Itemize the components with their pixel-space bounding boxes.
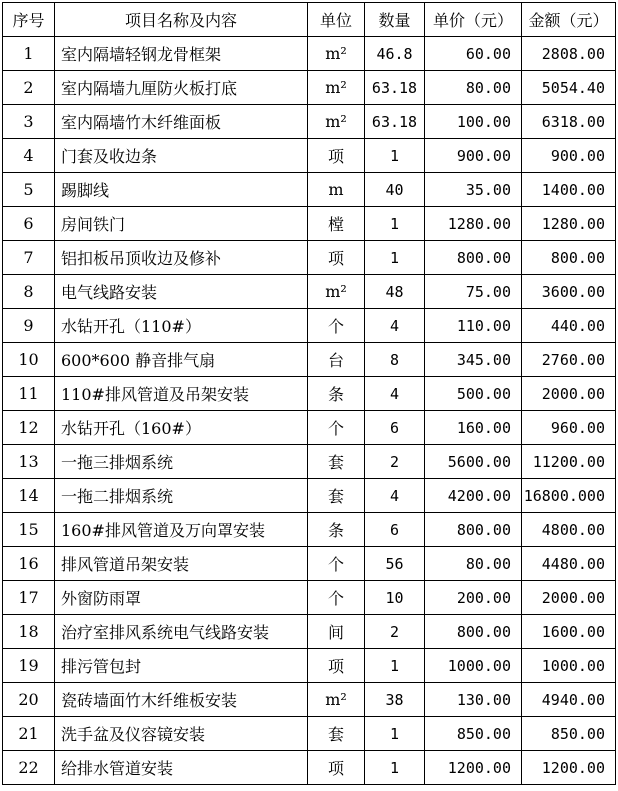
row-item-name: 室内隔墙九厘防火板打底 [55,71,308,105]
row-quantity: 63.18 [365,71,425,105]
row-unit-price: 35.00 [425,173,522,207]
row-amount: 2760.00 [522,343,616,377]
row-amount: 6318.00 [522,105,616,139]
header-item-name: 项目名称及内容 [55,3,308,37]
row-item-name: 室内隔墙轻钢龙骨框架 [55,37,308,71]
header-index: 序号 [3,3,55,37]
row-index: 16 [3,547,55,581]
row-unit-price: 60.00 [425,37,522,71]
row-unit-price: 100.00 [425,105,522,139]
row-unit-price: 1200.00 [425,751,522,785]
row-unit: 个 [308,309,365,343]
row-unit-price: 80.00 [425,547,522,581]
row-index: 1 [3,37,55,71]
row-item-name: 室内隔墙竹木纤维面板 [55,105,308,139]
row-quantity: 4 [365,377,425,411]
row-index: 19 [3,649,55,683]
row-unit-price: 800.00 [425,513,522,547]
row-unit-price: 130.00 [425,683,522,717]
row-amount: 1200.00 [522,751,616,785]
row-quantity: 2 [365,615,425,649]
row-quantity: 6 [365,411,425,445]
table-row [3,37,616,71]
row-item-name: 160#排风管道及万向罩安装 [55,513,308,547]
table-row [3,105,616,139]
row-unit: m² [308,37,365,71]
row-unit-price: 345.00 [425,343,522,377]
row-index: 17 [3,581,55,615]
row-amount: 3600.00 [522,275,616,309]
row-unit: m² [308,275,365,309]
row-unit-price: 1000.00 [425,649,522,683]
row-unit-price: 200.00 [425,581,522,615]
row-amount: 2000.00 [522,581,616,615]
table-row [3,751,616,785]
row-item-name: 排污管包封 [55,649,308,683]
row-quantity: 1 [365,649,425,683]
table-row [3,241,616,275]
row-quantity: 40 [365,173,425,207]
row-index: 20 [3,683,55,717]
row-unit: 套 [308,717,365,751]
row-item-name: 水钻开孔（110#） [55,309,308,343]
row-amount: 1400.00 [522,173,616,207]
row-amount: 850.00 [522,717,616,751]
table-row [3,479,616,513]
row-unit: 项 [308,241,365,275]
row-amount: 2808.00 [522,37,616,71]
row-unit-price: 800.00 [425,241,522,275]
table-row [3,615,616,649]
row-quantity: 1 [365,207,425,241]
row-amount: 16800.000 [522,479,616,513]
row-index: 14 [3,479,55,513]
row-unit: m² [308,71,365,105]
row-unit: m² [308,105,365,139]
row-item-name: 房间铁门 [55,207,308,241]
row-unit: 个 [308,547,365,581]
row-unit: m² [308,683,365,717]
row-unit-price: 4200.00 [425,479,522,513]
row-unit-price: 500.00 [425,377,522,411]
row-unit: 个 [308,581,365,615]
row-amount: 4480.00 [522,547,616,581]
row-amount: 5054.40 [522,71,616,105]
row-index: 10 [3,343,55,377]
row-unit-price: 1280.00 [425,207,522,241]
row-quantity: 1 [365,751,425,785]
row-item-name: 洗手盆及仪容镜安装 [55,717,308,751]
row-quantity: 56 [365,547,425,581]
table-row [3,717,616,751]
row-unit-price: 75.00 [425,275,522,309]
row-unit-price: 900.00 [425,139,522,173]
row-item-name: 给排水管道安装 [55,751,308,785]
row-index: 11 [3,377,55,411]
row-amount: 1280.00 [522,207,616,241]
row-item-name: 一拖二排烟系统 [55,479,308,513]
row-amount: 2000.00 [522,377,616,411]
row-quantity: 8 [365,343,425,377]
row-index: 6 [3,207,55,241]
row-unit-price: 5600.00 [425,445,522,479]
row-item-name: 门套及收边条 [55,139,308,173]
row-unit: 条 [308,513,365,547]
row-quantity: 1 [365,241,425,275]
row-item-name: 一拖三排烟系统 [55,445,308,479]
row-item-name: 水钻开孔（160#） [55,411,308,445]
row-quantity: 10 [365,581,425,615]
row-quantity: 2 [365,445,425,479]
row-index: 13 [3,445,55,479]
row-quantity: 1 [365,139,425,173]
row-amount: 800.00 [522,241,616,275]
row-quantity: 38 [365,683,425,717]
row-unit-price: 160.00 [425,411,522,445]
table-row [3,71,616,105]
row-quantity: 48 [365,275,425,309]
row-amount: 11200.00 [522,445,616,479]
row-item-name: 外窗防雨罩 [55,581,308,615]
row-unit: 套 [308,479,365,513]
row-amount: 4800.00 [522,513,616,547]
row-amount: 4940.00 [522,683,616,717]
row-index: 8 [3,275,55,309]
row-index: 15 [3,513,55,547]
table-row [3,683,616,717]
row-amount: 960.00 [522,411,616,445]
table-row [3,173,616,207]
row-unit: 台 [308,343,365,377]
row-index: 22 [3,751,55,785]
header-row [3,3,616,37]
row-unit: 套 [308,445,365,479]
row-item-name: 踢脚线 [55,173,308,207]
row-item-name: 铝扣板吊顶收边及修补 [55,241,308,275]
row-index: 2 [3,71,55,105]
row-index: 9 [3,309,55,343]
row-unit: 项 [308,139,365,173]
table-row [3,411,616,445]
row-amount: 1600.00 [522,615,616,649]
row-unit: 樘 [308,207,365,241]
row-amount: 900.00 [522,139,616,173]
header-amount: 金额（元） [522,3,616,37]
row-index: 18 [3,615,55,649]
row-item-name: 排风管道吊架安装 [55,547,308,581]
row-quantity: 4 [365,309,425,343]
row-amount: 440.00 [522,309,616,343]
row-index: 21 [3,717,55,751]
header-unit: 单位 [308,3,365,37]
header-quantity: 数量 [365,3,425,37]
table-row [3,581,616,615]
row-unit: m [308,173,365,207]
table-row [3,445,616,479]
table-row [3,207,616,241]
table-row [3,377,616,411]
row-index: 7 [3,241,55,275]
row-quantity: 6 [365,513,425,547]
row-item-name: 600*600 静音排气扇 [55,343,308,377]
row-quantity: 46.8 [365,37,425,71]
row-item-name: 110#排风管道及吊架安装 [55,377,308,411]
table-row [3,139,616,173]
row-item-name: 治疗室排风系统电气线路安装 [55,615,308,649]
row-unit-price: 110.00 [425,309,522,343]
table-row [3,649,616,683]
table-row [3,275,616,309]
row-item-name: 电气线路安装 [55,275,308,309]
row-unit-price: 850.00 [425,717,522,751]
quotation-table [2,2,616,785]
row-unit: 间 [308,615,365,649]
row-quantity: 4 [365,479,425,513]
row-item-name: 瓷砖墙面竹木纤维板安装 [55,683,308,717]
header-unit-price: 单价（元） [425,3,522,37]
row-index: 4 [3,139,55,173]
row-index: 5 [3,173,55,207]
table-row [3,513,616,547]
row-unit-price: 800.00 [425,615,522,649]
row-amount: 1000.00 [522,649,616,683]
table-row [3,547,616,581]
row-unit: 项 [308,649,365,683]
table-row [3,343,616,377]
row-unit-price: 80.00 [425,71,522,105]
row-index: 12 [3,411,55,445]
table-row [3,309,616,343]
row-unit: 条 [308,377,365,411]
row-unit: 个 [308,411,365,445]
row-index: 3 [3,105,55,139]
row-quantity: 1 [365,717,425,751]
row-unit: 项 [308,751,365,785]
row-quantity: 63.18 [365,105,425,139]
